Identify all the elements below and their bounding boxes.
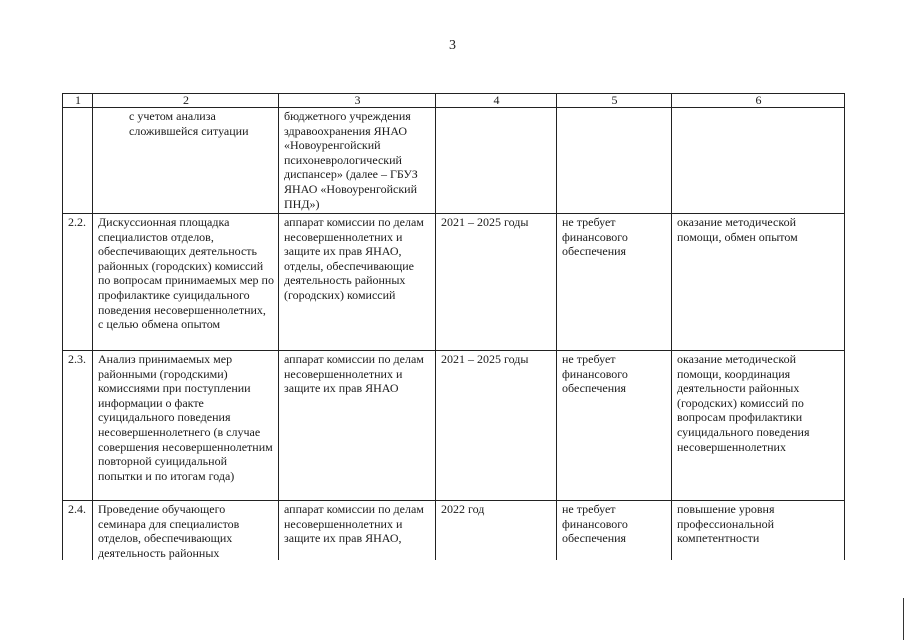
scan-edge-line [903, 598, 904, 640]
header-col-4: 4 [436, 94, 557, 108]
header-col-3: 3 [279, 94, 436, 108]
period-cell [436, 108, 557, 214]
row-number: 2.2. [63, 214, 93, 351]
row-number: 2.4. [63, 501, 93, 561]
result-cell: оказание методической помощи, координация деятельности районных (городских) комиссий по вопросам профилактики суицидального поведения несовершеннолетних [672, 351, 845, 501]
header-col-1: 1 [63, 94, 93, 108]
activity-cell: Анализ принимаемых мер районными (городскими) комиссиями при поступлении информации о факте суицидального поведения несовершеннолетнего (в случае совершения несовершеннолетним повторной суицидальной попытки и по итогам года) [93, 351, 279, 501]
activity-cell: Дискуссионная площадка специалистов отделов, обеспечивающих деятельность районных (городских) комиссий по вопросам принимаемых мер по профилактике суицидального поведения несовершеннолетних, с целью обмена опытом [93, 214, 279, 351]
activity-cell: с учетом анализа сложившейся ситуации [93, 108, 279, 214]
funding-cell [557, 108, 672, 214]
header-col-5: 5 [557, 94, 672, 108]
header-col-2: 2 [93, 94, 279, 108]
table-row [63, 108, 845, 214]
responsible-cell: бюджетного учреждения здравоохранения ЯНАО «Новоуренгойский психоневрологический диспансер» (далее – ГБУЗ ЯНАО «Новоуренгойский ПНД») [279, 108, 436, 214]
header-row [63, 94, 845, 108]
table-row [63, 214, 845, 351]
header-col-6: 6 [672, 94, 845, 108]
funding-cell: не требует финансового обеспечения [557, 501, 672, 561]
responsible-cell: аппарат комиссии по делам несовершеннолетних и защите их прав ЯНАО [279, 351, 436, 501]
table-row [63, 501, 845, 561]
result-cell [672, 108, 845, 214]
period-cell: 2022 год [436, 501, 557, 561]
row-number: 2.3. [63, 351, 93, 501]
responsible-cell: аппарат комиссии по делам несовершеннолетних и защите их прав ЯНАО, отделы, обеспечивающие деятельность районных (городских) комиссий [279, 214, 436, 351]
period-cell: 2021 – 2025 годы [436, 214, 557, 351]
period-cell: 2021 – 2025 годы [436, 351, 557, 501]
page-number: 3 [449, 38, 456, 53]
activity-cell: Проведение обучающего семинара для специалистов отделов, обеспечивающих деятельность районных [93, 501, 279, 561]
responsible-cell: аппарат комиссии по делам несовершеннолетних и защите их прав ЯНАО, [279, 501, 436, 561]
funding-cell: не требует финансового обеспечения [557, 214, 672, 351]
funding-cell: не требует финансового обеспечения [557, 351, 672, 501]
row-number [63, 108, 93, 214]
table-row [63, 351, 845, 501]
result-cell: повышение уровня профессиональной компетентности [672, 501, 845, 561]
plan-table [62, 93, 845, 560]
result-cell: оказание методической помощи, обмен опытом [672, 214, 845, 351]
